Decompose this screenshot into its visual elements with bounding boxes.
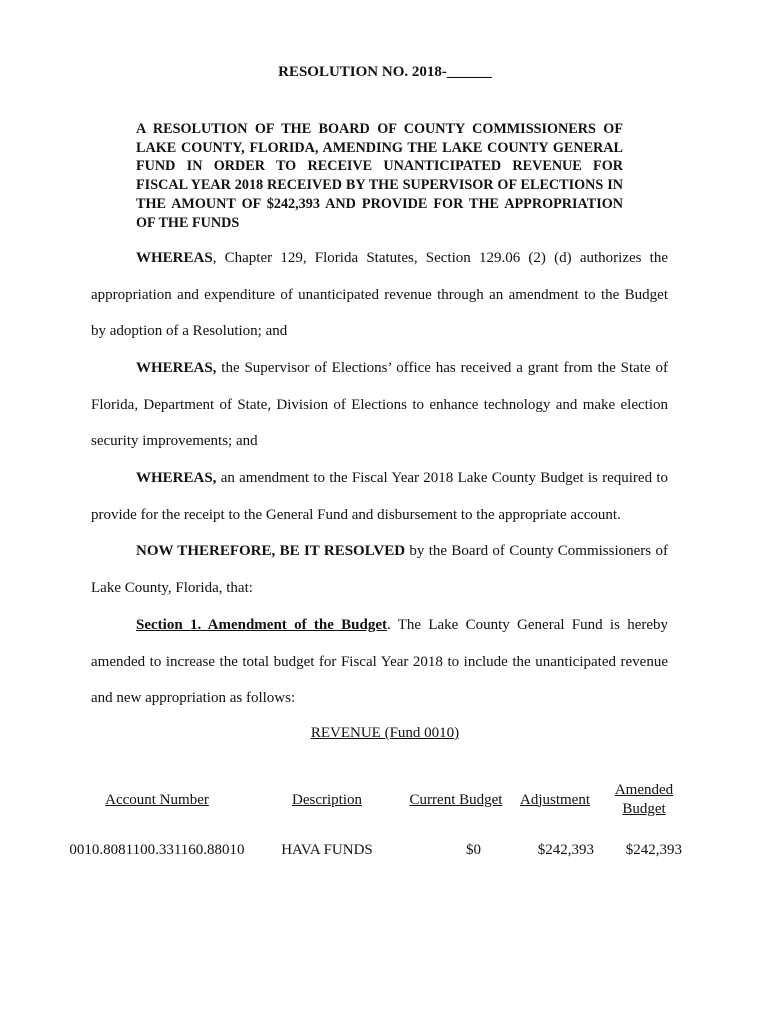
- paragraph-text: by the Board of County Commissioners of Lake County, Florida, that:: [91, 543, 668, 596]
- column-header-adjustment: Adjustment: [520, 791, 590, 808]
- whereas-paragraph-2: [91, 350, 668, 460]
- section-1-paragraph: Section 1. Amendment of the Budget. The Lake County General Fund is hereby amended to increase the total budget for Fiscal Year 2018 to include the unanticipated revenue and new appropriation as follows:: [91, 617, 669, 706]
- paragraph-text: an amendment to the Fiscal Year 2018 Lake County Budget is required to provide for the receipt to the General Fund and disbursement to the appropriate account.: [91, 470, 668, 523]
- cell-account-number: 0010.8081100.331160.88010: [69, 841, 245, 858]
- cell-adjustment: $242,393: [537, 841, 594, 858]
- cell-amended-budget: $242,393: [625, 841, 682, 858]
- column-header-account-number: Account Number: [105, 791, 209, 808]
- column-header-current-budget: Current Budget: [409, 791, 503, 808]
- revenue-table: [62, 780, 688, 880]
- paragraph-lead: WHEREAS,: [136, 470, 217, 486]
- resolution-title: RESOLUTION NO. 2018-______: [278, 64, 492, 80]
- resolved-paragraph: [91, 533, 668, 606]
- whereas-paragraph-1: WHEREAS, Chapter 129, Florida Statutes, Section 129.06 (2) (d) authorizes the appropriation and expenditure of unanticipated revenue through an amendment to the Budget by adoption of a Resolution; and: [91, 250, 668, 339]
- paragraph-lead: WHEREAS: [136, 250, 213, 266]
- paragraph-lead: WHEREAS,: [136, 360, 217, 376]
- section-heading: Section 1. Amendment of the Budget: [136, 617, 387, 633]
- column-header-amended-budget: Amended Budget: [614, 782, 674, 817]
- table-header-row: [62, 780, 688, 820]
- cell-description: HAVA FUNDS: [281, 841, 373, 858]
- cell-current-budget: $0: [466, 841, 481, 858]
- paragraph-text: Chapter 129, Florida Statutes, Section 129.06 (2) (d) authorizes the appropriation and expenditure of unanticipated revenue through an amendment to the Budget by adoption of a Resolution; and: [91, 250, 668, 339]
- resolution-heading: A RESOLUTION OF THE BOARD OF COUNTY COMMISSIONERS OF LAKE COUNTY, FLORIDA, AMENDING THE LAKE COUNTY GENERAL FUND IN ORDER TO RECEIVE UNANTICIPATED REVENUE FOR FISCAL YEAR 2018 RECEIVED BY THE SUPERVISOR OF ELECTIONS IN THE AMOUNT OF $242,393 AND PROVIDE FOR THE APPROPRIATION OF THE FUNDS: [136, 121, 623, 231]
- paragraph-lead: NOW THEREFORE, BE IT RESOLVED: [136, 543, 406, 559]
- paragraph-text: the Supervisor of Elections’ office has received a grant from the State of Florida, Department of State, Division of Elections to enhance technology and make election security improvements; and: [91, 360, 668, 449]
- column-header-description: Description: [292, 791, 362, 808]
- whereas-paragraph-3: [91, 460, 668, 533]
- paragraph-text: The Lake County General Fund is hereby amended to increase the total budget for Fiscal Year 2018 to include the unanticipated revenue and new appropriation as follows:: [91, 617, 669, 706]
- revenue-caption: REVENUE (Fund 0010): [310, 725, 460, 741]
- table-row: [62, 820, 688, 880]
